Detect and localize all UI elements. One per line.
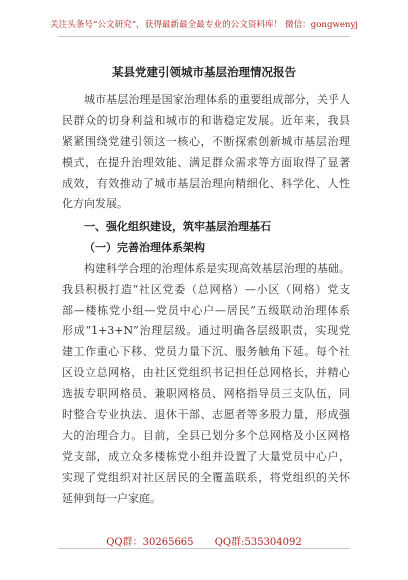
paragraph-line: 民群众的切身利益和城市的和谐稳定发展。近年来，我县 bbox=[62, 113, 350, 127]
paragraph-line: 建工作重心下移、党员力量下沉、服务触角下延。每个社 bbox=[62, 345, 350, 359]
paragraph-line: 紧紧围绕党建引领这一核心，不断探索创新城市基层治理 bbox=[62, 134, 350, 148]
footer-contacts bbox=[0, 533, 408, 548]
paragraph-line: 区设立总网格，由社区党组织书记担任总网格长，并精心 bbox=[62, 366, 350, 380]
paragraph-line: 实现了党组织对社区居民的全覆盖联系，将党组织的关怀 bbox=[62, 470, 350, 484]
footer-divider bbox=[58, 548, 350, 549]
paragraph-line: 成效，有效推动了城市基层治理向精细化、科学化、人性 bbox=[62, 176, 350, 190]
qq-group-1: QQ群：30265665 bbox=[106, 537, 194, 548]
paragraph-line: 大的治理合力。目前，全县已划分多个总网格及小区网格 bbox=[62, 428, 350, 442]
section-heading: 一、强化组织建设，筑牢基层治理基石 bbox=[84, 220, 271, 233]
header-note: 关注头条号“公文研究”，获得最新最全最专业的公文资料库！ 微信：gongwenyj bbox=[50, 20, 358, 30]
document-title: 某县党建引领城市基层治理情况报告 bbox=[112, 65, 296, 79]
paragraph-line: 时整合专业执法、退休干部、志愿者等多股力量，形成强 bbox=[62, 408, 350, 422]
qq-group-2: QQ群:535304092 bbox=[214, 537, 302, 548]
header-divider bbox=[58, 36, 350, 37]
paragraph-line: 部—楼栋党小组—党员中心户—居民”五级联动治理体系 bbox=[62, 303, 350, 317]
paragraph-line: 党支部，成立众多楼栋党小组并设置了大量党员中心户， bbox=[62, 449, 350, 463]
paragraph-line: 延伸到每一户家庭。 bbox=[62, 491, 161, 505]
paragraph-line: 化方向发展。 bbox=[62, 197, 128, 211]
section-one bbox=[62, 217, 350, 509]
paragraph-line: 模式，在提升治理效能、满足群众需求等方面取得了显著 bbox=[62, 155, 350, 169]
paragraph-line: 形成“1+3+N”治理层级。通过明确各层级职责，实现党 bbox=[62, 324, 350, 338]
paragraph-line: 构建科学合理的治理体系是实现高效基层治理的基础。 bbox=[84, 261, 350, 275]
paragraph-line: 城市基层治理是国家治理体系的重要组成部分，关乎人 bbox=[84, 93, 350, 106]
subsection-heading: （一）完善治理体系架构 bbox=[84, 240, 205, 254]
paragraph-line: 选拔专职网格员、兼职网格员、网格指导员三支队伍，同 bbox=[62, 387, 350, 401]
intro-paragraph bbox=[62, 90, 350, 215]
paragraph-line: 我县积极打造“社区党委（总网格）—小区（网格）党支 bbox=[62, 282, 350, 296]
